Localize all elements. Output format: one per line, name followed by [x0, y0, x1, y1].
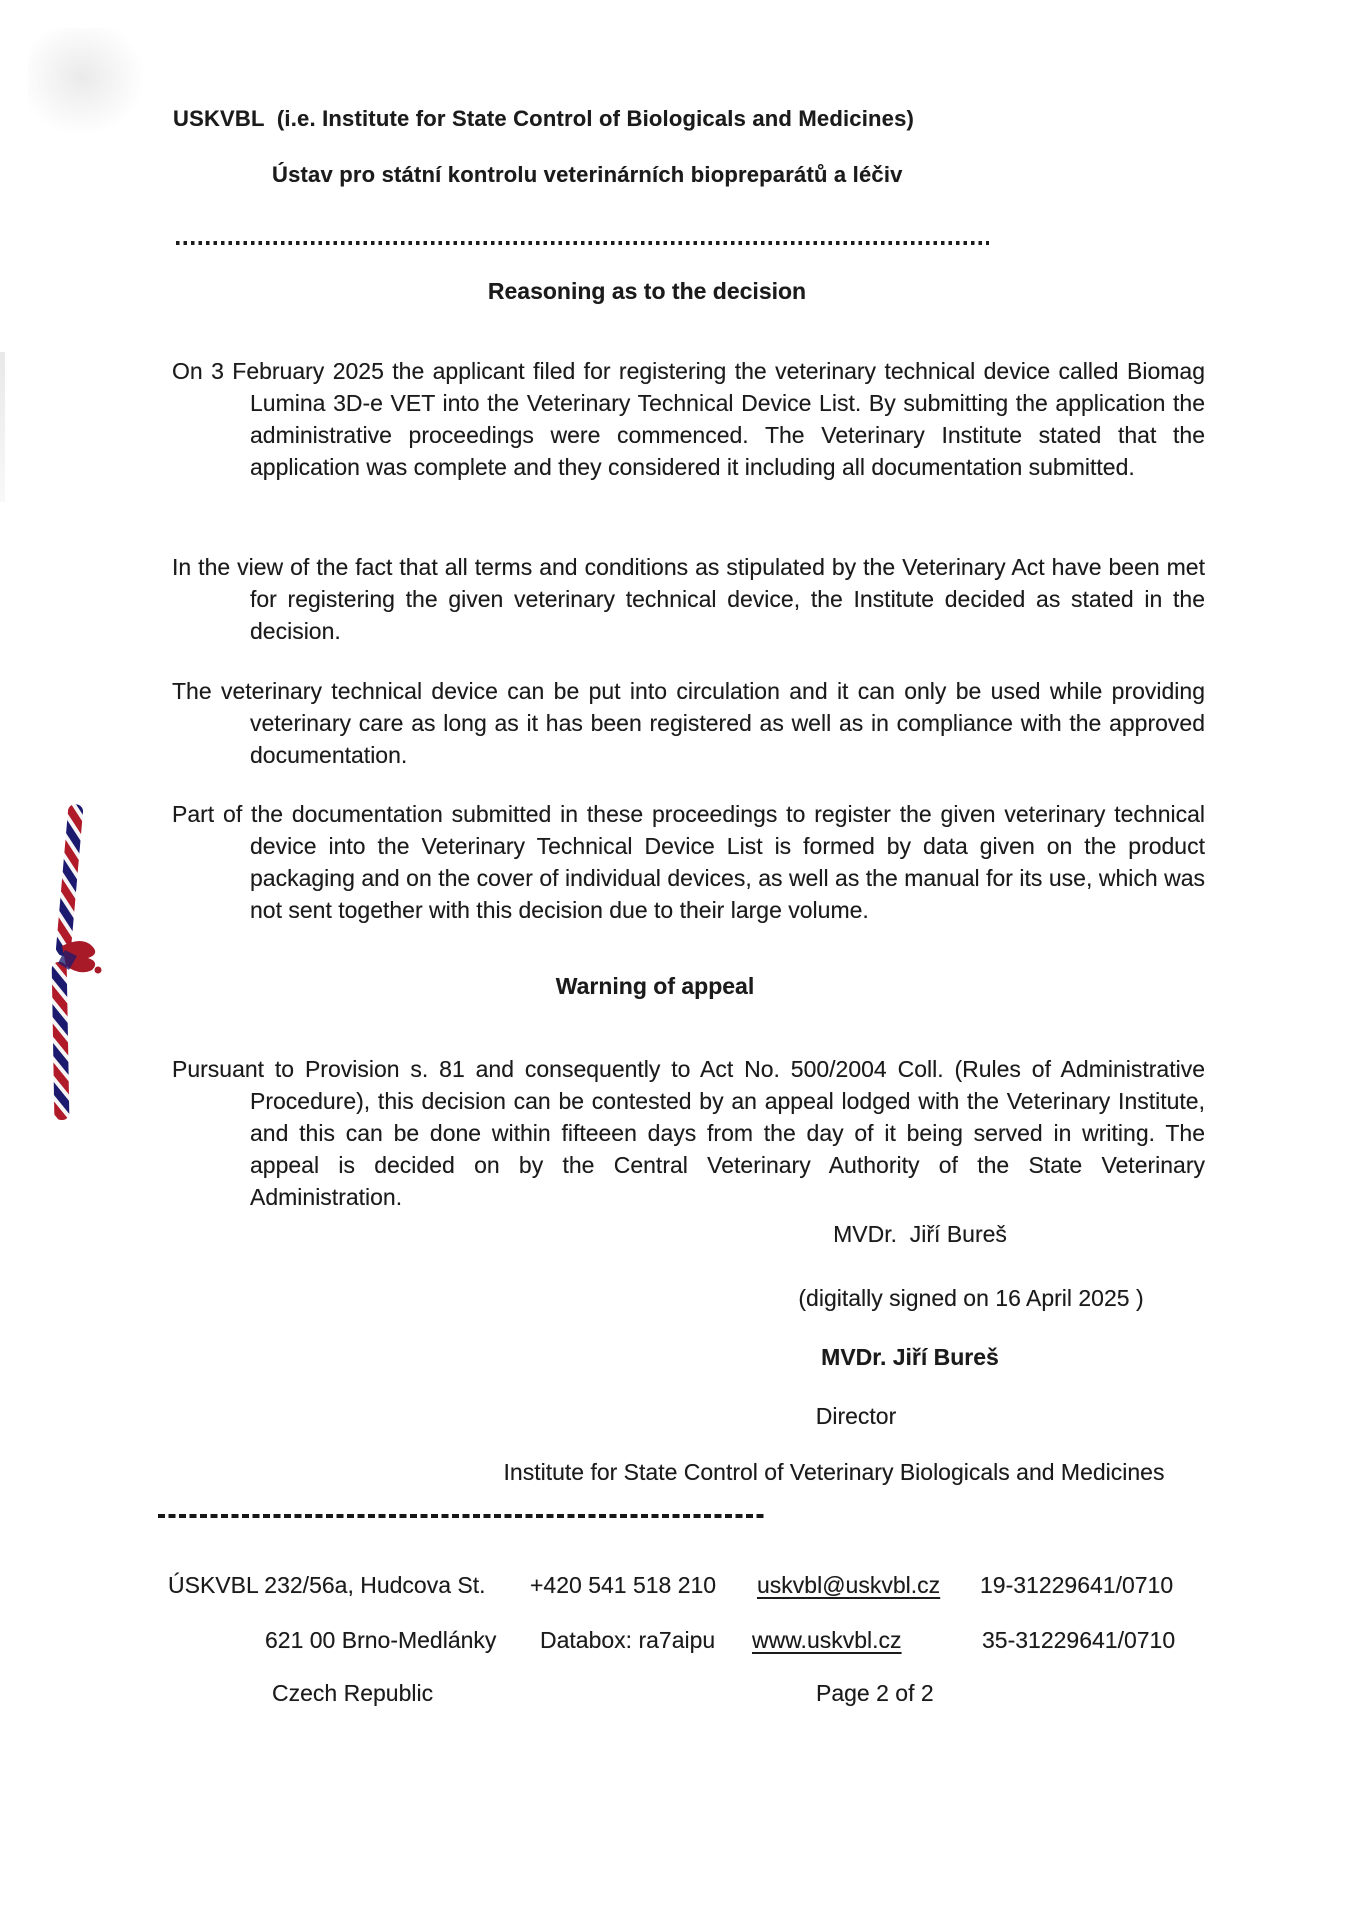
- digital-signature-note: (digitally signed on 16 April 2025 ): [798, 1285, 1144, 1311]
- footer-bank-account-2: 35-31229641/0710: [982, 1627, 1176, 1653]
- dashed-divider: [158, 1514, 765, 1518]
- footer-bank-account-1: 19-31229641/0710: [980, 1572, 1174, 1598]
- letterhead-line-cz: Ústav pro státní kontrolu veterinárních biopreparátů a léčiv: [272, 162, 903, 187]
- page-number: Page 2 of 2: [816, 1680, 934, 1706]
- footer-phone: +420 541 518 210: [530, 1572, 717, 1598]
- digital-signature-name: MVDr. Jiří Bureš: [833, 1221, 1007, 1247]
- reasoning-heading: Reasoning as to the decision: [487, 278, 807, 304]
- dotted-divider: [176, 241, 989, 245]
- appeal-heading: Warning of appeal: [555, 973, 755, 999]
- footer-website-link[interactable]: www.uskvbl.cz: [752, 1627, 902, 1653]
- reasoning-paragraph: In the view of the fact that all terms and conditions as stipulated by the Veterinary Act have been met for registering the given veterinary technical device, the Institute decided as stated in the decision.: [172, 554, 1205, 644]
- scan-edge-artifact: [0, 352, 5, 502]
- footer-email-link[interactable]: uskvbl@uskvbl.cz: [757, 1572, 941, 1598]
- footer-databox: Databox: ra7aipu: [540, 1627, 716, 1653]
- reasoning-paragraph: The veterinary technical device can be put into circulation and it can only be used while providing veterinary care as long as it has been registered as well as in compliance with the approved documentation.: [172, 678, 1205, 768]
- footer-country: Czech Republic: [272, 1680, 434, 1706]
- reasoning-paragraph: On 3 February 2025 the applicant filed for registering the veterinary technical device called Biomag Lumina 3D-e VET into the Veterinary Technical Device List. By submitting the application the administrative proceedings were commenced. The Veterinary Institute stated that the application was complete and they considered it including all documentation submitted.: [172, 358, 1205, 480]
- binding-cord: [32, 800, 142, 1130]
- footer-street-address: ÚSKVBL 232/56a, Hudcova St.: [168, 1572, 486, 1598]
- reasoning-paragraph: Part of the documentation submitted in these proceedings to register the given veterinary technical device into the Veterinary Technical Device List is formed by data given on the product packaging and on the cover of individual devices, as well as the manual for its use, which was not sent together with this decision due to their large volume.: [172, 801, 1205, 923]
- footer-city-address: 621 00 Brno-Medlánky: [265, 1627, 497, 1653]
- letterhead-line-en: USKVBL (i.e. Institute for State Control of Biologicals and Medicines): [173, 106, 915, 131]
- scan-smudge: [28, 28, 148, 138]
- signatory-organization: Institute for State Control of Veterinary Biologicals and Medicines: [503, 1459, 1165, 1485]
- signatory-title: Director: [815, 1403, 897, 1429]
- signatory-name: MVDr. Jiří Bureš: [821, 1344, 999, 1370]
- appeal-paragraph: Pursuant to Provision s. 81 and consequently to Act No. 500/2004 Coll. (Rules of Administrative Procedure), this decision can be contested by an appeal lodged with the Veterinary Institute, and this can be done within fifteeen days from the day of it being served in writing. The appeal is decided on by the Central Veterinary Authority of the State Veterinary Administration.: [172, 1056, 1205, 1210]
